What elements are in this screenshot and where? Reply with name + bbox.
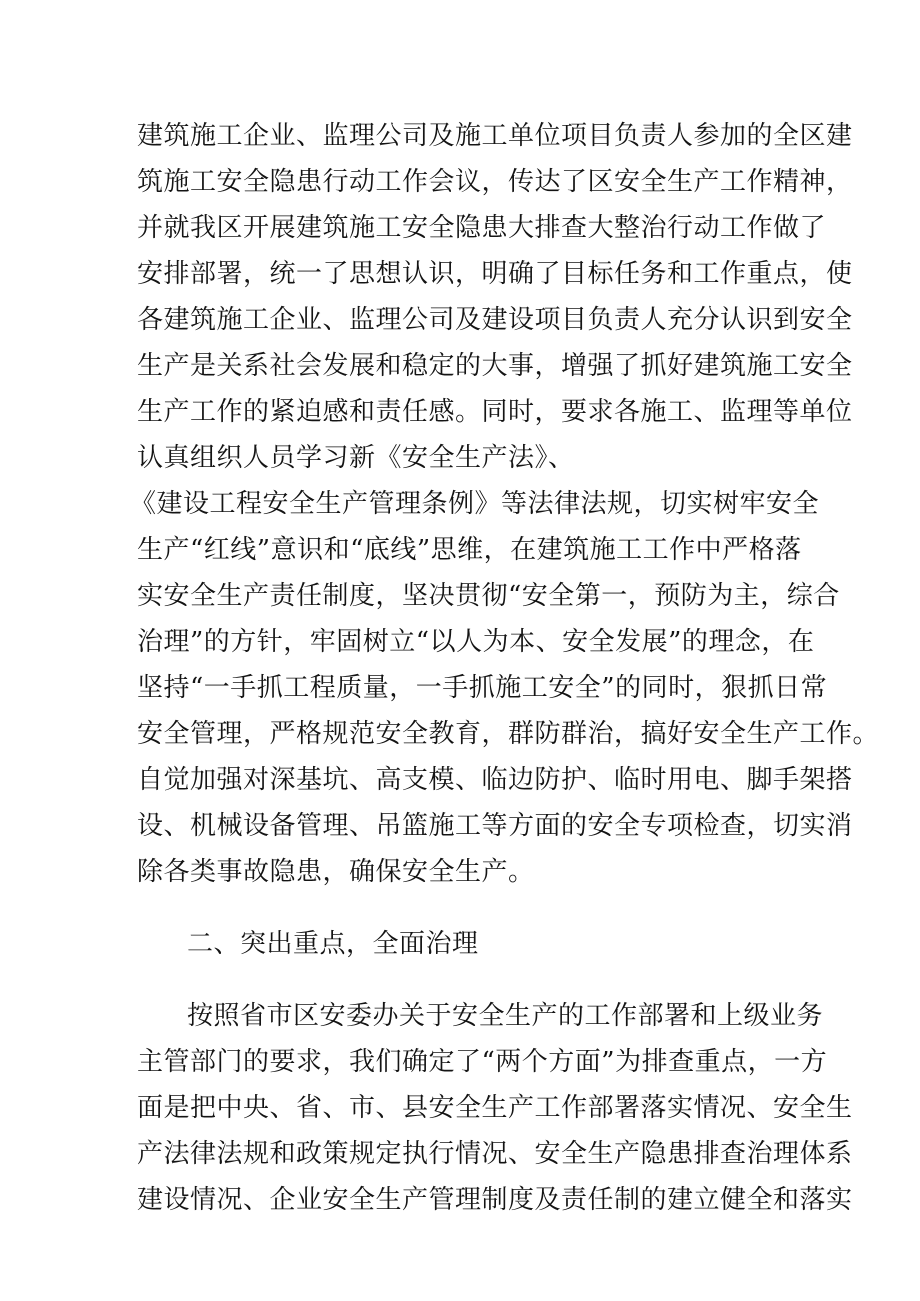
paragraph-line: 建设情况、企业安全生产管理制度及责任制的建立健全和落实 xyxy=(137,1185,853,1215)
paragraph-line: 治理”的方针，牢固树立“以人为本、安全发展”的理念，在 xyxy=(137,627,815,657)
paragraph-line: 安全管理，严格规范安全教育，群防群治，搞好安全生产工作。 xyxy=(137,719,880,749)
section-heading: 二、突出重点，全面治理 xyxy=(187,929,479,959)
paragraph-line: 并就我区开展建筑施工安全隐患大排查大整治行动工作做了 xyxy=(137,213,827,243)
paragraph-line: 筑施工安全隐患行动工作会议，传达了区安全生产工作精神， xyxy=(137,167,853,197)
paragraph-line: 主管部门的要求，我们确定了“两个方面”为排查重点，一方 xyxy=(137,1047,828,1077)
paragraph-line: 按照省市区安委办关于安全生产的工作部署和上级业务 xyxy=(187,1001,824,1031)
paragraph-line: 生产工作的紧迫感和责任感。同时，要求各施工、监理等单位 xyxy=(137,397,853,427)
paragraph-line: 建筑施工企业、监理公司及施工单位项目负责人参加的全区建 xyxy=(137,121,853,151)
paragraph-line: 生产是关系社会发展和稳定的大事，增强了抓好建筑施工安全 xyxy=(137,351,853,381)
paragraph-line: 除各类事故隐患，确保安全生产。 xyxy=(137,857,535,887)
paragraph-line: 面是把中央、省、市、县安全生产工作部署落实情况、安全生 xyxy=(137,1093,853,1123)
paragraph-line: 坚持“一手抓工程质量，一手抓施工安全”的同时，狠抓日常 xyxy=(137,673,828,703)
paragraph-line: 实安全生产责任制度，坚决贯彻“安全第一，预防为主，综合 xyxy=(137,581,840,611)
paragraph-line: 产法律法规和政策规定执行情况、安全生产隐患排查治理体系 xyxy=(137,1139,853,1169)
paragraph-line: 《建设工程安全生产管理条例》等法律法规，切实树牢安全 xyxy=(130,489,820,519)
paragraph-line: 认真组织人员学习新《安全生产法》、 xyxy=(137,443,575,473)
paragraph-line: 设、机械设备管理、吊篮施工等方面的安全专项检查，切实消 xyxy=(137,811,853,841)
paragraph-line: 各建筑施工企业、监理公司及建设项目负责人充分认识到安全 xyxy=(137,305,853,335)
paragraph-line: 自觉加强对深基坑、高支模、临边防护、临时用电、脚手架搭 xyxy=(137,765,853,795)
paragraph-line: 生产“红线”意识和“底线”思维，在建筑施工工作中严格落 xyxy=(137,535,802,565)
paragraph-line: 安排部署，统一了思想认识，明确了目标任务和工作重点，使 xyxy=(137,259,853,289)
